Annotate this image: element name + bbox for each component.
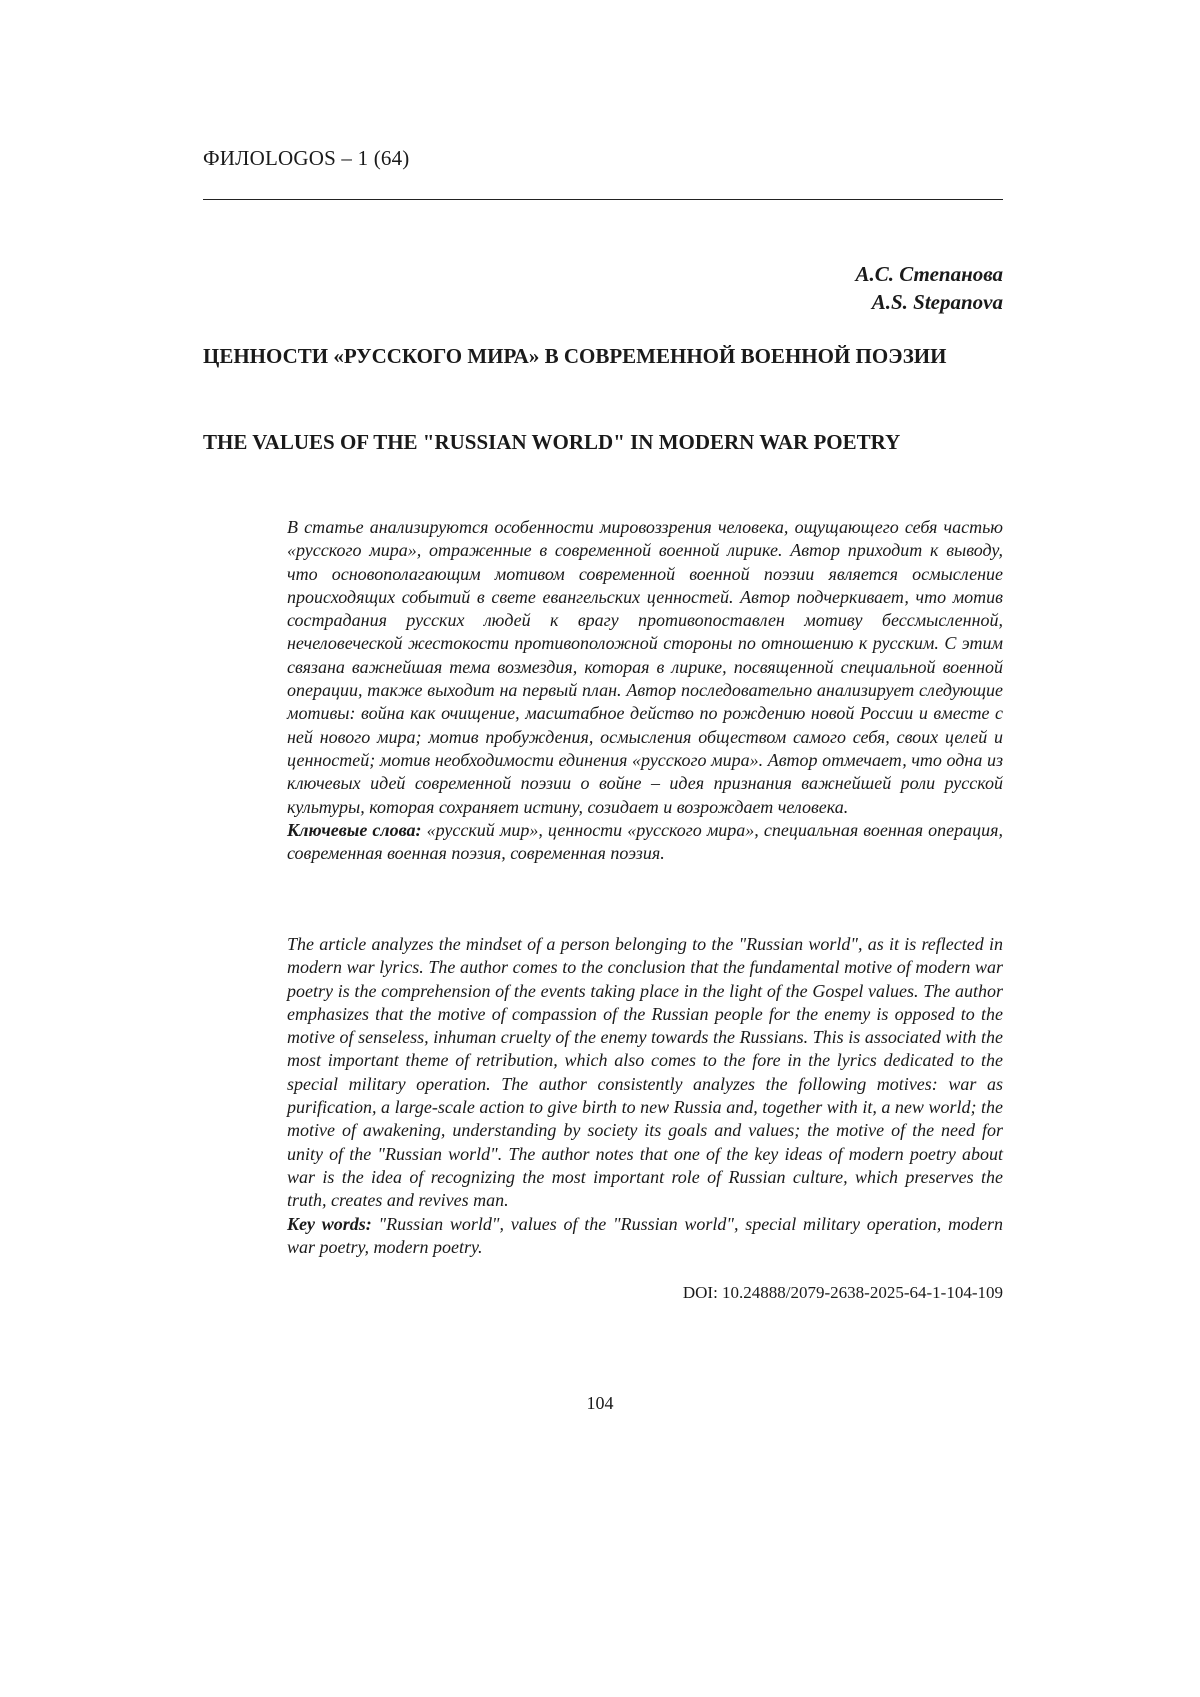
author-name-ru: А.С. Степанова bbox=[855, 260, 1003, 288]
keywords-en-label: Key words: bbox=[287, 1214, 372, 1234]
abstract-ru bbox=[287, 516, 1003, 865]
abstract-ru-text: В статье анализируются особенности мировоззрения человека, ощущающего себя частью «русского мира», отраженные в современной военной лирике. Автор приходит к выводу, что основополагающим мотивом современной военной поэзии является осмысление происходящих событий в свете евангельских ценностей. Автор подчеркивает, что мотив сострадания русских людей к врагу противопоставлен мотиву бессмысленной, нечеловеческой жестокости противоположной стороны по отношению к русским. С этим связана важнейшая тема возмездия, которая в лирике, посвященной специальной военной операции, также выходит на первый план. Автор последовательно анализирует следующие мотивы: война как очищение, масштабное действо по рождению новой России и вместе с ней нового мира; мотив пробуждения, осмысления обществом самого себя, своих целей и ценностей; мотив необходимости единения «русского мира». Автор отмечает, что одна из ключевых идей современной поэзии о войне – идея признания важнейшей роли русской культуры, которая сохраняет истину, созидает и возрождает человека. bbox=[287, 516, 1003, 819]
keywords-ru-label: Ключевые слова: bbox=[287, 820, 422, 840]
page-number: 104 bbox=[0, 1393, 1200, 1414]
keywords-ru-list: «русский мир», ценности «русского мира», специальная военная операция, современная военная поэзия, современная поэзия. bbox=[287, 820, 1003, 863]
article-title-ru: ЦЕННОСТИ «РУССКОГО МИРА» В СОВРЕМЕННОЙ ВОЕННОЙ ПОЭЗИИ bbox=[203, 342, 993, 370]
keywords-ru bbox=[287, 819, 1003, 866]
running-head: ФИЛОLOGOS – 1 (64) bbox=[203, 146, 410, 171]
author-name-en: A.S. Stepanova bbox=[855, 288, 1003, 316]
journal-page bbox=[0, 0, 1200, 1697]
header-rule bbox=[203, 199, 1003, 200]
article-title-en: THE VALUES OF THE "RUSSIAN WORLD" IN MODERN WAR POETRY bbox=[203, 428, 993, 456]
abstract-en-text: The article analyzes the mindset of a person belonging to the "Russian world", as it is reflected in modern war lyrics. The author comes to the conclusion that the fundamental motive of modern war poetry is the comprehension of the events taking place in the light of the Gospel values. The author emphasizes that the motive of compassion of the Russian people for the enemy is opposed to the motive of senseless, inhuman cruelty of the enemy towards the Russians. This is associated with the most important theme of retribution, which also comes to the fore in the lyrics dedicated to the special military operation. The author consistently analyzes the following motives: war as purification, a large-scale action to give birth to new Russia and, together with it, a new world; the motive of awakening, understanding by society its goals and values; the motive of the need for unity of the "Russian world". The author notes that one of the key ideas of modern poetry about war is the idea of recognizing the most important role of Russian culture, which preserves the truth, creates and revives man. bbox=[287, 933, 1003, 1213]
abstract-en bbox=[287, 933, 1003, 1259]
author-block bbox=[855, 260, 1003, 316]
keywords-en bbox=[287, 1213, 1003, 1260]
keywords-en-list: "Russian world", values of the "Russian world", special military operation, modern war poetry, modern poetry. bbox=[287, 1214, 1003, 1257]
doi: DOI: 10.24888/2079-2638-2025-64-1-104-109 bbox=[683, 1283, 1003, 1303]
